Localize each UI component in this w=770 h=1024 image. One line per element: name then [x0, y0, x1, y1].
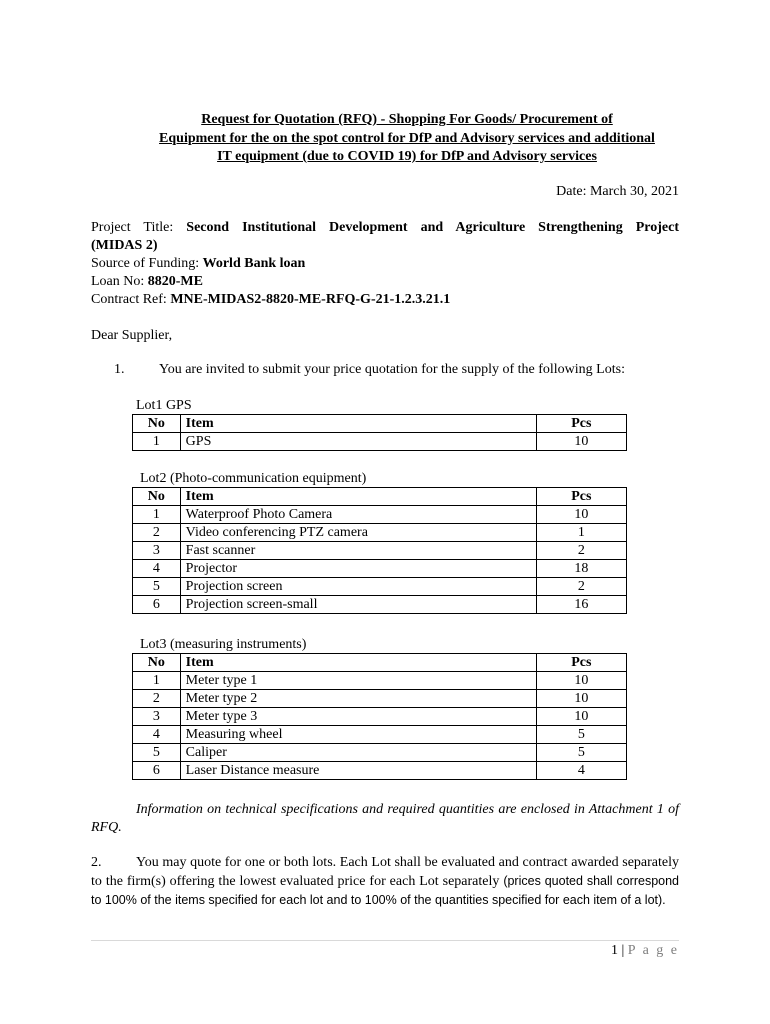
- cell-item: Meter type 2: [180, 690, 536, 708]
- document-date: Date: March 30, 2021: [556, 184, 679, 199]
- cell-item: GPS: [180, 433, 536, 451]
- cell-no: 3: [133, 708, 181, 726]
- paragraph-text: You may quote for one or both lots. Each Lot shall be evaluated and contract awarded separately to the firm(s) offering the lowest evaluated price for each Lot separately: [91, 855, 679, 889]
- header-pcs: Pcs: [536, 488, 626, 506]
- cell-item: Measuring wheel: [180, 726, 536, 744]
- title-line: Equipment for the on the spot control for DfP and Advisory services and additional: [159, 130, 655, 146]
- project-title-value: Second Institutional Development and Agriculture Strengthening Project: [186, 220, 680, 235]
- loan-row: [91, 273, 679, 291]
- paragraph-text: You are invited to submit your price quotation for the supply of the following Lots:: [159, 362, 625, 377]
- lot-table: [132, 414, 627, 451]
- lot-table: [132, 487, 627, 614]
- table-row: [133, 578, 627, 596]
- footer-divider: [91, 940, 679, 941]
- paragraph-text-note: (prices quoted shall correspond to 100% of the items specified for each lot and to 100% of the quantities specified for each item of a lot).: [91, 874, 680, 907]
- table-header-row: [133, 415, 627, 433]
- cell-item: Meter type 1: [180, 672, 536, 690]
- table-row: [133, 560, 627, 578]
- contract-row: [91, 291, 679, 309]
- title-line: IT equipment (due to COVID 19) for DfP and Advisory services: [217, 149, 597, 164]
- cell-item: Laser Distance measure: [180, 762, 536, 780]
- cell-no: 1: [133, 433, 181, 451]
- cell-item: Waterproof Photo Camera: [180, 506, 536, 524]
- cell-no: 6: [133, 596, 181, 614]
- footer-separator: |: [621, 943, 625, 958]
- header-no: No: [133, 654, 181, 672]
- header-pcs: Pcs: [536, 654, 626, 672]
- funding-row: [91, 255, 679, 273]
- cell-no: 1: [133, 672, 181, 690]
- loan-value: 8820-ME: [147, 274, 203, 289]
- numbered-paragraph-1: [114, 361, 625, 379]
- project-title-row: [91, 219, 679, 237]
- cell-no: 2: [133, 524, 181, 542]
- cell-item: Meter type 3: [180, 708, 536, 726]
- cell-pcs: 18: [536, 560, 626, 578]
- header-item: Item: [180, 654, 536, 672]
- cell-no: 4: [133, 560, 181, 578]
- cell-no: 6: [133, 762, 181, 780]
- table-row: [133, 708, 627, 726]
- table-row: [133, 524, 627, 542]
- cell-item: Fast scanner: [180, 542, 536, 560]
- table-row: [133, 672, 627, 690]
- page-number: 1: [610, 943, 618, 958]
- cell-pcs: 5: [536, 744, 626, 762]
- table-row: [133, 542, 627, 560]
- cell-item: Caliper: [180, 744, 536, 762]
- greeting: Dear Supplier,: [91, 328, 173, 343]
- project-meta: [91, 219, 679, 309]
- cell-item: Projection screen: [180, 578, 536, 596]
- cell-pcs: 5: [536, 726, 626, 744]
- title-line: Request for Quotation (RFQ) - Shopping For Goods/ Procurement of: [201, 112, 613, 127]
- cell-no: 5: [133, 744, 181, 762]
- contract-label: Contract Ref:: [91, 292, 167, 307]
- table-header-row: [133, 654, 627, 672]
- cell-pcs: 10: [536, 672, 626, 690]
- project-title-value-cont: (MIDAS 2): [91, 238, 158, 253]
- cell-no: 5: [133, 578, 181, 596]
- info-paragraph: Information on technical specifications and required quantities are enclosed in Attachment 1 of RFQ.: [91, 802, 679, 835]
- lot-caption: Lot1 GPS: [136, 398, 192, 413]
- paragraph-number: 2.: [91, 855, 102, 870]
- cell-item: Video conferencing PTZ camera: [180, 524, 536, 542]
- cell-pcs: 10: [536, 433, 626, 451]
- lot-caption: Lot2 (Photo-communication equipment): [140, 471, 367, 486]
- project-title-row-cont: [91, 237, 679, 255]
- header-pcs: Pcs: [536, 415, 626, 433]
- cell-pcs: 4: [536, 762, 626, 780]
- header-no: No: [133, 415, 181, 433]
- header-item: Item: [180, 415, 536, 433]
- cell-no: 3: [133, 542, 181, 560]
- table-row: [133, 433, 627, 451]
- table-row: [133, 596, 627, 614]
- lot-table: [132, 653, 627, 780]
- cell-no: 1: [133, 506, 181, 524]
- cell-item: Projection screen-small: [180, 596, 536, 614]
- paragraph-number: 1.: [114, 362, 125, 377]
- contract-value: MNE-MIDAS2-8820-ME-RFQ-G-21-1.2.3.21.1: [170, 292, 451, 307]
- project-title-label: Project Title:: [91, 220, 174, 235]
- document-title: [120, 111, 694, 167]
- table-row: [133, 690, 627, 708]
- page-label: P a g e: [627, 943, 679, 958]
- table-row: [133, 744, 627, 762]
- cell-pcs: 10: [536, 690, 626, 708]
- header-no: No: [133, 488, 181, 506]
- funding-label: Source of Funding:: [91, 256, 200, 271]
- page-footer: [611, 942, 679, 960]
- cell-no: 2: [133, 690, 181, 708]
- cell-item: Projector: [180, 560, 536, 578]
- loan-label: Loan No:: [91, 274, 145, 289]
- table-row: [133, 506, 627, 524]
- cell-pcs: 2: [536, 542, 626, 560]
- cell-pcs: 2: [536, 578, 626, 596]
- header-item: Item: [180, 488, 536, 506]
- table-row: [133, 726, 627, 744]
- table-row: [133, 762, 627, 780]
- funding-value: World Bank loan: [202, 256, 306, 271]
- table-header-row: [133, 488, 627, 506]
- cell-pcs: 10: [536, 506, 626, 524]
- lot-caption: Lot3 (measuring instruments): [140, 637, 307, 652]
- numbered-paragraph-2: [91, 854, 679, 910]
- cell-no: 4: [133, 726, 181, 744]
- cell-pcs: 16: [536, 596, 626, 614]
- cell-pcs: 10: [536, 708, 626, 726]
- cell-pcs: 1: [536, 524, 626, 542]
